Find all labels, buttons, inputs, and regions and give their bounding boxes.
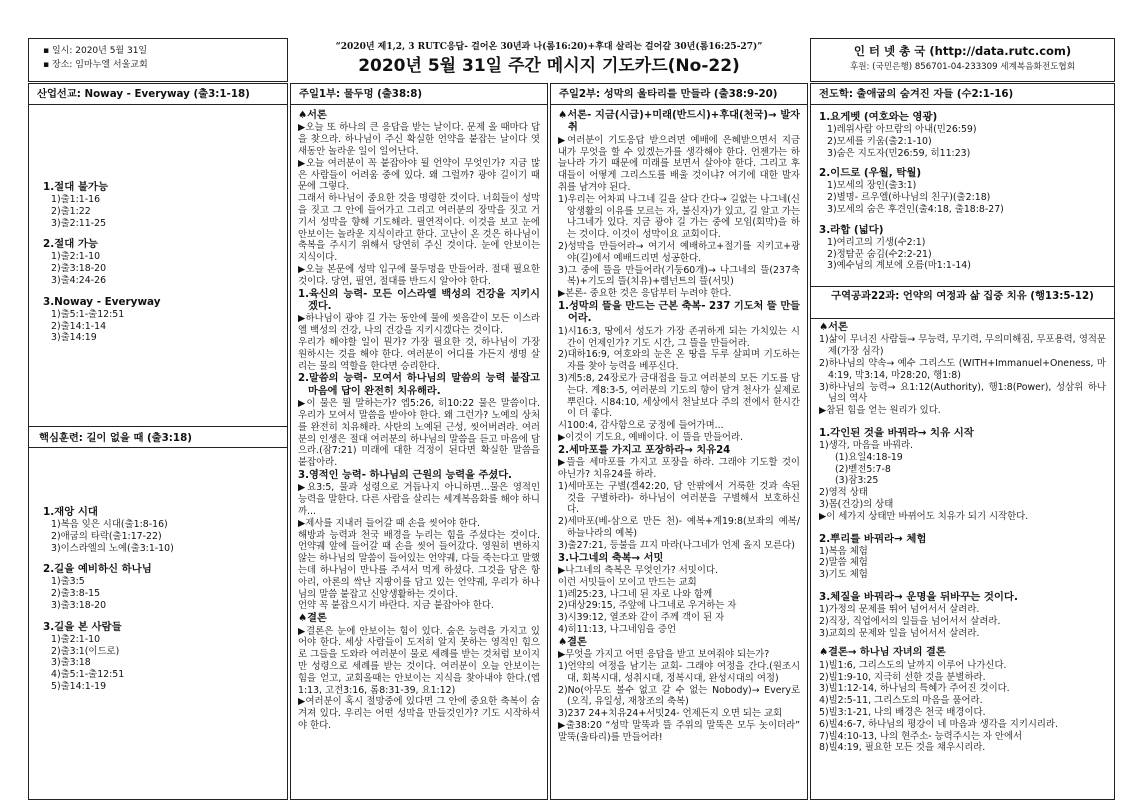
training-list-item: 3)출3:18-20 <box>51 599 107 611</box>
sermon2-list-item: 4)히11:13, 나그네임을 증언 <box>558 623 677 635</box>
mission-list-item: 1)출5:1-출12:51 <box>51 308 125 320</box>
column-title: 주일1부: 물두멍 (출38:8) <box>291 84 547 105</box>
lesson-list-item: 2)빌1:9-10, 지극히 선한 것을 분별하라. <box>819 671 986 683</box>
evangelism-heading: 3.라합 (넓다) <box>819 223 884 236</box>
sermon1-paragraph: ▶제사를 지내러 들어갈 때 손을 씻어야 한다. <box>298 517 481 529</box>
lesson-sub-item: (2)벧전5:7-8 <box>835 463 891 475</box>
lesson-list-item: 3)기도 체험 <box>819 569 868 581</box>
sermon2-list-item: 2)성막을 만들어라→ 여기서 예배하고+절기를 지키고+광야(길)에서 예배드리면 성공한다. <box>558 240 800 264</box>
mission-list-item: 1)출1:1-16 <box>51 194 101 205</box>
lesson-list-item: 1)빌1:6, 그리스도의 날까지 이루어 나가신다. <box>819 659 1007 671</box>
training-heading: 2.길을 예비하신 하나님 <box>43 563 152 576</box>
sermon2-list-item: 1)세마포는 구별(겔42:20, 담 안팎에서 거룩한 것과 속된 것을 구별하라)- 하나님이 여러분을 구별해서 보호하신다. <box>558 480 800 516</box>
sermon1-paragraph: ▶오늘 본문에 성막 입구에 물두멍을 만들어라. 절대 필요한 것이다. 당연, 필연, 절대를 반드시 알아야 한다. <box>298 263 540 287</box>
sermon2-list-item: 2)세마포(베-삼으로 만든 천)- 예복+계19:8(보좌의 예복/하늘나라의 예복) <box>558 516 800 539</box>
sermon2-paragraph: 이런 서밋들이 모이고 만드는 교회 <box>558 576 697 588</box>
mission-list-item: 2)출14:1-14 <box>51 320 107 332</box>
training-list-item: 2)애굽의 타락(출1:17-22) <box>51 530 162 542</box>
header-title-area <box>290 38 808 82</box>
sermon1-paragraph: ▶이 물은 뭘 말하는가? 엡5:26, 히10:22 물은 말씀이다. 우리가 모여서 말씀을 받아야 한다. 왜 그런가? 노예의 상처를 완전히 치유해라. 사탄의 노예된 근성, 씻어버려라. 여러분의 인생은 절대 여러분의 하나님의 말씀을 듣고 마음에 담으라.(잠7:21) 미래에 대한 걱정이 된다면 확실한 말씀을 붙잡아라. <box>298 398 540 469</box>
evangelism-list-item: 3)예수님의 계보에 오름(마1:1-14) <box>827 260 971 272</box>
sermon2-list-item: 1)레25:23, 나그네 된 자로 나와 함께 <box>558 588 713 600</box>
training-list-item: 1)출3:5 <box>51 576 85 588</box>
column-title: 전도학: 출애굽의 숨겨진 자들 (수2:1-16) <box>811 84 1114 105</box>
evangelism-list-item: 2)정탐꾼 숨김(수2:2-21) <box>827 248 932 260</box>
training-heading: 3.길을 본 사람들 <box>43 620 122 633</box>
core-training-outline <box>29 448 287 800</box>
lesson-list-item: 2)말씀 체험 <box>819 557 868 569</box>
sermon-1-body <box>291 105 547 800</box>
sermon1-paragraph: ▶여러분이 혹시 절망중에 있다면 그 안에 중요한 축복이 숨겨져 있다. 우리는 어떤 성막을 만들것인가? 기도 시작하셔야 한다. <box>298 696 540 731</box>
sermon1-section-heading: 2.말씀의 능력- 모여서 하나님의 말씀의 능력 붙잡고 마음에 답이 완전히 치유해라. <box>298 373 540 397</box>
lesson-section-heading: ♠서론 <box>819 322 848 333</box>
lesson-list-item: 4)빌2:5-11, 그리스도의 마음을 품어라. <box>819 695 983 707</box>
sermon1-paragraph: 언약 꼭 붙잡으시기 바란다. 지금 붙잡아야 한다. <box>298 600 494 612</box>
training-list-item: 1)복음 잊은 시대(출1:8-16) <box>51 519 168 530</box>
sermon2-list-item: 3)그 중에 뜰을 만들어라(기둥60개)→ 나그네의 뜰(237축복)+기도의 뜰(치유)+렘넌트의 뜰(서밋) <box>558 264 800 288</box>
column-evangelism <box>810 83 1115 800</box>
lesson-list-item: 8)빌4:19, 필요한 모든 것을 채우시리라. <box>819 742 986 754</box>
sermon2-paragraph: ▶여러분이 기도응답 받으려면 예배에 은혜받으면서 지금 내가 무엇을 할 수 있겠는가를 생각해야 한다. 언젠가는 하늘나라 가기 때문에 미래를 보면서 살아야 한다. 그리고 후대들이 어떻게 그리스도를 배울 것이냐? 여기에 대한 발자취를 남겨야 된다. <box>558 134 800 193</box>
sermon1-paragraph: 그래서 하나님이 중요한 것을 명령한 것이다. 너희들이 성막을 짓고 그 안에 들어가고 그리고 여러분의 장막을 짓고 거기서 성막을 향해 기도해라. 필연적이다. 이것을 보고 눈에 안보이는 놀라운 지식이라고 한다. 고난이 온 것은 하나님이 축복을 주시기 위해서 당연히 주신 것이다. 눈에 안보이는 지식이다. <box>298 193 540 264</box>
sermon2-list-item: 시100:4, 감사함으로 궁정에 들어가며... <box>558 420 724 432</box>
district-lesson-title: 구역공과22과: 언약의 여정과 삶 집중 치유 (행13:5-12) <box>811 286 1114 319</box>
training-list-item: 1)출2:1-10 <box>51 633 101 645</box>
mission-list-item: 3)출4:24-26 <box>51 274 107 286</box>
lesson-list-item: 5)빌3:1-21, 나의 배경은 천국 배경이다. <box>819 706 986 718</box>
training-heading: 1.재앙 시대 <box>43 506 98 518</box>
date-text: ▪ 일시: 2020년 5월 31일 <box>43 46 148 56</box>
sermon1-paragraph: 우리가 해야할 일이 뭔가? 가장 필요한 것, 하나님이 가장 원하시는 것을 해야 한다. 여러분이 어디를 가든지 생명 살리는 물의 역할을 한다면 승리한다. <box>298 336 540 372</box>
site-text: 인 터 넷 총 국 (http://data.rutc.com) <box>853 44 1072 58</box>
mission-list-item: 3)출14:19 <box>51 332 97 344</box>
lesson-sub-item: (3)잠3:25 <box>835 475 879 487</box>
evangelism-list-item: 1)여리고의 기생(수2:1) <box>827 236 926 248</box>
lesson-list-item: 2)하나님의 약속→ 예수 그리스도 (WITH+Immanuel+Oneness, 마4:19, 막3:14, 마28:20, 행1:8) <box>819 358 1106 381</box>
column-sunday-service-1 <box>290 83 548 800</box>
sermon2-list-item: 3)237 24+치유24+서밋24- 언제든지 오면 되는 교회 <box>558 708 783 720</box>
header-info-box <box>28 38 288 82</box>
lesson-list-item: 2)영적 상태 <box>819 487 868 499</box>
sermon1-paragraph: 해방과 능력과 천국 배경을 누리는 힘을 주셨다는 것이다. 언약궤 앞에 들어갈 때 손을 씻어 들어갔다. 영원히 변하지 않는 하나님의 말씀이 들어있는 언약궤, 다들 죽는다고 말했는데 하나님이 만나를 주셔서 먹게 하셨다. 그것을 담은 항아리, 아론의 싹난 지팡이를 담고 있는 언약궤, 우리가 하나님의 말씀 붙잡고 신앙생활하는 것이다. <box>298 529 540 600</box>
sermon2-list-item: 2)No(아무도 볼수 없고 갈 수 없는 Nobody)→ Every로(오직, 유일성, 재창조의 축복) <box>558 684 800 708</box>
lesson-list-item: 1)삶이 무너진 사람들→ 무능력, 무기력, 무의미해짐, 무포용력, 영적문제(가장 심각) <box>819 334 1106 358</box>
lesson-list-item: 1)복음 체험 <box>819 545 868 557</box>
training-list-item: 2)출3:8-15 <box>51 588 101 600</box>
lesson-list-item: 6)빌4:6-7, 하나님의 평강이 네 마음과 생각을 지키시리라. <box>819 718 1059 730</box>
sermon1-paragraph: ▶하나님이 광야 길 가는 동안에 물에 씻음같이 모든 이스라엘 백성의 건강, 나의 건강을 지키시겠다는 것이다. <box>298 313 540 337</box>
sermon2-list-item: 1)우리는 어차피 나그네 길을 살다 간다→ 길없는 나그네(신앙생활의 이유를 모르는 자, 불신자)가 있고, 길 알고 가는 나그네가 있다. 지금 광야 길 가는 중에 모임(회막)을 하는 것이다. 이것이 성막이요 교회이다. <box>558 193 800 241</box>
mission-list-item: 2)출3:18-20 <box>51 263 107 275</box>
sermon1-paragraph: ▶오늘 또 하나의 큰 응답을 받는 날이다. 문제 올 때마다 답을 찾으라. 하나님이 주신 확실한 언약을 붙잡는 날이다 엿새동안 놀라운 일이 일어난다. <box>298 122 540 157</box>
sermon1-paragraph: ▶요3:5, 물과 성령으로 거듭나지 아니하면...물은 영적인 능력을 말한다. 다른 사람을 살리는 세계복음화를 해야 하니까... <box>298 482 540 517</box>
evangelism-list-item: 3)모세의 숨은 후견인(출4:18, 출18:8-27) <box>827 203 1004 215</box>
lesson-list-item: 3)몸(건강)의 상태 <box>819 498 894 510</box>
sermon2-paragraph: ▶이것이 기도요, 예배이다. 이 뜰을 만들어라. <box>558 431 744 443</box>
evangelism-heading: 1.요게벳 (여호와는 영광) <box>819 111 938 123</box>
training-list-item: 5)출14:1-19 <box>51 680 107 692</box>
lesson-sub-item: (1)요일4:18-19 <box>835 451 903 463</box>
column-sunday-service-2 <box>550 83 808 800</box>
sermon2-list-item: 3)출27:21, 등불을 끄지 마라(나그네가 언제 올지 모른다) <box>558 539 795 551</box>
sermon2-section-heading: 2.세마포를 가지고 포장하라→ 치유24 <box>558 444 731 456</box>
sermon2-section-heading: 3.나그네의 축복→ 서밋 <box>558 552 664 564</box>
evangelism-list-item: 1)모세의 장인(출3:1) <box>827 180 917 192</box>
mission-list-item: 1)출2:1-10 <box>51 251 101 263</box>
training-list-item: 4)출5:1-출12:51 <box>51 669 125 681</box>
sermon1-section-heading: 3.영적인 능력- 하나님의 근원의 능력을 주셨다. <box>298 469 512 481</box>
evangelism-list-item: 2)모세를 키움(출2:1-10) <box>827 135 932 147</box>
sermon2-list-item: 2)대하16:9, 여호와의 눈은 온 땅을 두루 살피며 기도하는 자를 찾아 능력을 베푸신다. <box>558 349 800 373</box>
lesson-heading: 2.뿌리를 바꿔라→ 체험 <box>819 532 927 545</box>
sermon2-list-item: 3)시39:12, 열조와 같이 주께 객이 된 자 <box>558 612 725 624</box>
sermon2-paragraph: ▶출38:20 “성막 말뚝과 뜰 주위의 말뚝은 모두 놋이더라” 말뚝(울타리)를 만들어라! <box>558 719 800 743</box>
sermon2-paragraph: ▶무엇을 가지고 어떤 응답을 받고 보여줘야 되는가? <box>558 649 770 661</box>
mission-list-item: 3)출2:11-25 <box>51 217 107 229</box>
evangelism-list-item: 2)별명- 르우엘(하나님의 친구)(출2:18) <box>827 192 991 204</box>
sermon2-section-heading: 1.성막의 뜰을 만드는 근본 축복- 237 기도처 뜰 만들어라. <box>558 300 800 325</box>
column-industrial-mission <box>28 83 288 800</box>
sermon2-list-item: 1)시16:3, 땅에서 성도가 가장 존귀하게 되는 가치있는 시간이 언제인가? 기도 시간, 그 뜰을 만들어라. <box>558 325 800 349</box>
sermon-2-body <box>551 105 807 800</box>
sermon1-section-heading: ♠서론 <box>298 110 327 121</box>
industrial-mission-outline <box>29 105 287 426</box>
place-text: ▪ 장소: 임마누엘 서울교회 <box>43 60 148 70</box>
mission-list-item: 2)출1:22 <box>51 205 91 217</box>
lesson-list-item: 2)직장, 직업에서의 일들을 넘어서서 살려라. <box>819 615 1001 627</box>
lesson-section-heading: ♠결론→ 하나님 자녀의 결론 <box>819 647 946 659</box>
sermon2-section-heading: ♠서론- 지금(시급)+미래(반드시)+후대(천국)→ 발자취 <box>558 110 800 134</box>
lesson-paragraph: ▶이 세가지 상태만 바뀌어도 치유가 되기 시작한다. <box>819 510 1029 522</box>
mission-heading: 2.절대 가능 <box>43 238 98 251</box>
mission-heading: 3.Noway - Everyway <box>43 295 161 308</box>
lesson-heading: 3.체질을 바꿔라→ 운명을 뒤바꾸는 것이다. <box>819 590 1018 603</box>
support-text: 후원: (국민은행) 856701-04-233309 세계복음화전도협회 <box>849 62 1076 72</box>
header-site-box <box>810 38 1115 82</box>
lesson-paragraph: ▶참된 힘을 얻는 원리가 있다. <box>819 405 941 417</box>
training-list-item: 2)출3:1(이드로) <box>51 645 120 657</box>
lesson-list-item: 3)교회의 문제와 일을 넘어서서 살려라. <box>819 627 980 639</box>
sermon2-paragraph: ▶뜰을 세마포를 가지고 포장을 하라. 그래야 기도할 것이 아닌가? 치유24를 하라. <box>558 457 800 480</box>
training-list-item: 3)출3:18 <box>51 657 91 669</box>
sermon2-section-heading: ♠결론 <box>558 636 587 648</box>
lesson-list-item: 3)빌1:12-14, 하나님의 특혜가 주어진 것이다. <box>819 683 1010 695</box>
header-quote: “2020년 제1,2, 3 RUTC응답- 걸어온 30년과 나(롬16:20)+후대 살리는 걸어갈 30년(롬16:25-27)” <box>335 42 763 52</box>
evangelism-heading: 2.이드로 (우월, 탁월) <box>819 167 922 180</box>
sermon2-list-item: 2)대상29:15, 주앞에 나그네로 우거하는 자 <box>558 600 737 612</box>
evangelism-outline <box>811 105 1114 286</box>
sermon1-paragraph: ▶오늘 여러분이 꼭 붙잡아야 될 언약이 무엇인가? 지금 많은 사람들이 어려움 중에 있다. 왜 그럴까? 광야 길이기 때문에 그렇다. <box>298 157 540 193</box>
column-title: 주일2부: 성막의 울타리를 만들라 (출38:9-20) <box>551 84 807 105</box>
page-title: 2020년 5월 31일 주간 메시지 기도카드(No-22) <box>358 56 740 76</box>
training-list-item: 3)이스라엘의 노예(출3:1-10) <box>51 542 174 554</box>
sermon2-list-item: 1)언약의 여정을 남기는 교회- 그래야 여정을 간다.(원조시대, 회복시대, 성취시대, 정복시대, 완성시대의 여정) <box>558 660 800 684</box>
sermon2-paragraph: ▶나그네의 축복은 무엇인가? 서밋이다. <box>558 564 718 576</box>
lesson-list-item: 1)생각, 마음을 바꿔라. <box>819 439 913 451</box>
column-title: 산업선교: Noway - Everyway (출3:1-18) <box>29 84 287 105</box>
lesson-heading: 1.각인된 것을 바꿔라→ 치유 시작 <box>819 426 974 439</box>
mission-heading: 1.절대 불가능 <box>43 181 108 193</box>
sermon2-list-item: 3)계5:8, 24장로가 금대접을 들고 여러분의 모든 기도를 담는다. 계8:3-5, 여러분의 기도의 향이 담겨 천사가 실제로 뿌린다. 시84:10, 세상에서 천날보다 주의 전에서 한시간이 더 좋다. <box>558 372 800 420</box>
evangelism-list-item: 3)숨은 지도자(민26:59, 히11:23) <box>827 147 971 159</box>
sermon1-section-heading: 1.육신의 능력- 모든 이스라엘 백성의 건강을 지키시겠다. <box>298 288 540 312</box>
lesson-list-item: 7)빌4:10-13, 나의 현주소- 능력주시는 자 안에서 <box>819 730 1023 742</box>
evangelism-list-item: 1)레위사람 아므람의 아내(민26:59) <box>827 124 977 135</box>
lesson-list-item: 1)가정의 문제를 뛰어 넘어서서 살려라. <box>819 603 980 615</box>
sermon1-paragraph: ▶결론은 눈에 안보이는 힘이 있다. 숨은 능력을 가지고 있어야 한다. 세상 사람들이 도저히 알지 못하는 영적인 힘으로 그들을 도와라 여러분이 물로 세례를 받는 것처럼 보이지만 성령으로 세례를 받는 것이다. 여러분이 오늘 안보이는 힘을 얻고, 교회올때는 안보이는 지식을 찾아내야 한다.(엡1:13, 고전3:16, 롬8:31-39, 요1:12) <box>298 625 540 696</box>
district-lesson-body <box>811 319 1114 800</box>
core-training-title: 핵심훈련: 길이 없을 때 (출3:18) <box>29 426 287 448</box>
sermon2-paragraph: ▶본론- 중요한 것은 응답부터 누려야 한다. <box>558 288 732 300</box>
lesson-list-item: 3)하나님의 능력→ 요1:12(Authority), 행1:8(Power), 성삼위 하나님의 역사 <box>819 381 1106 405</box>
sermon1-section-heading: ♠결론 <box>298 613 327 625</box>
